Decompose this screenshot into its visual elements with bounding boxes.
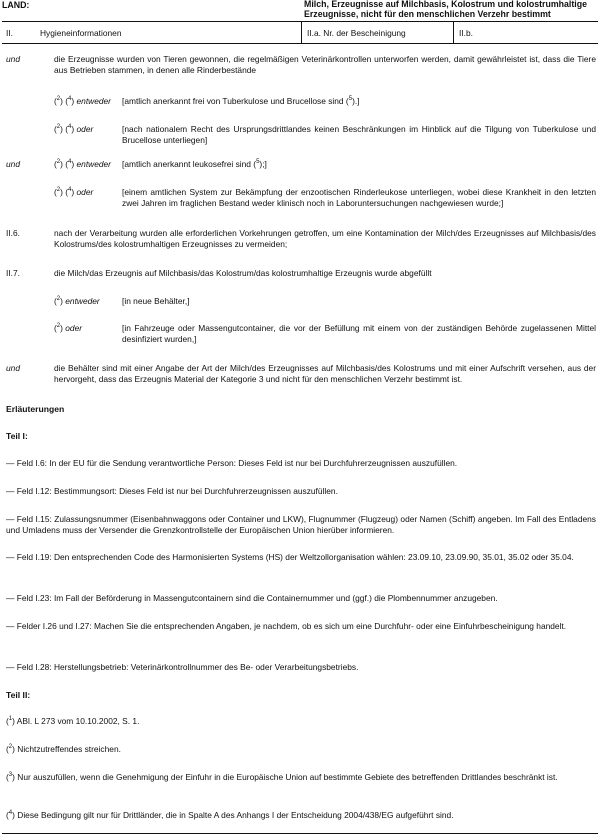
option-marker: ($^2$) ($^4$) oder (54, 124, 94, 134)
clause-label: und (6, 54, 20, 64)
certificate-title: Milch, Erzeugnisse auf Milchbasis, Kolostrum und kolostrumhaltige Erzeugnisse, nicht für den menschlichen Verzehr bestimmt (304, 0, 588, 19)
option-text: [amtlich anerkannt leukosefrei sind ($^5$);] (122, 159, 267, 169)
certificate-body (2, 42, 598, 834)
option-text: [in Fahrzeuge oder Massengutcontainer, die vor der Befüllung mit einem von der zuständigen Behörde zugelassenen Mittel desinfiziert wurden,] (122, 323, 596, 345)
option-text: [nach nationalem Recht des Ursprungsdrittlandes keinen Beschränkungen im Hinblick auf die Tilgung von Tuberkulose und Brucellose unterliegen] (122, 124, 596, 146)
option-marker: ($^2$) ($^4$) entweder (54, 159, 111, 169)
note-item: — Feld I.15: Zulassungsnummer (Eisenbahnwaggons oder Container und LKW), Flugnummer (Flugzeug) oder Namen (Schiff) angeben. Im Fall des Entladens und Umladens muss der Versender die Grenzkontrollstelle der Europäischen Union hierüber informieren. (6, 514, 596, 536)
footnote-item: ($^2$) Nichtzutreffendes streichen. (6, 744, 121, 754)
note-item: — Feld I.28: Herstellungsbetrieb: Veterinärkontrollnummer des Be- oder Verarbeitungsbetriebs. (6, 662, 359, 672)
option-marker: ($^2$) entweder (54, 296, 100, 306)
clause-text: die Erzeugnisse wurden von Tieren gewonnen, die regelmäßigen Veterinärkontrollen unterworfen werden, damit gewährleistet ist, dass die Tiere aus Betrieben stammen, in denen alle Rinderbestände (54, 54, 596, 76)
part1-heading: Teil I: (6, 431, 28, 441)
page-header (2, 0, 598, 20)
note-item: — Feld I.6: In der EU für die Sendung verantwortliche Person: Dieses Feld ist nur bei Durchfuhrerzeugnissen auszufüllen. (6, 458, 458, 468)
option-text: [einem amtlichen System zur Bekämpfung der enzootischen Rinderleukose unterliegen, wobei diese Krankheit in den letzten zwei Jahren im fraglichen Bestand weder klinisch noch in Laboruntersuchungen nachgewiesen wurde;] (122, 187, 596, 209)
option-marker: ($^2$) ($^4$) entweder (54, 96, 111, 106)
note-item: — Feld I.12: Bestimmungsort: Dieses Feld ist nur bei Durchfuhrerzeugnissen auszufüllen. (6, 486, 338, 496)
part-title: Hygieneinformationen (40, 28, 122, 38)
note-item: — Feld I.23: Im Fall der Beförderung in Massengutcontainern sind die Containernummer und (ggf.) die Plombennummer anzugeben. (6, 593, 498, 603)
clause-text: nach der Verarbeitung wurden alle erforderlichen Vorkehrungen getroffen, um eine Kontamination der Milch/des Erzeugnisses auf Milchbasis/des Kolostrums/des kolostrumhaltigen Erzeugnisses zu vermeiden; (54, 228, 596, 250)
note-item: — Felder I.26 und I.27: Machen Sie die entsprechenden Angaben, je nachdem, ob es sich um eine Durchfuhr- oder eine Einfuhrbescheinigung handelt. (6, 621, 567, 631)
option-text: [amtlich anerkannt frei von Tuberkulose und Brucellose sind ($^5$).] (122, 96, 360, 106)
option-marker: ($^2$) ($^4$) oder (54, 187, 94, 197)
notes-heading: Erläuterungen (6, 404, 65, 414)
country-label: LAND: (2, 0, 30, 10)
option-marker: ($^2$) oder (54, 323, 83, 333)
section-header-bar (2, 21, 598, 44)
clause-label: und (6, 159, 20, 169)
part2-heading: Teil II: (6, 690, 31, 700)
part-number: II. (6, 28, 13, 38)
footnote-item: ($^3$) Nur auszufüllen, wenn die Genehmigung der Einfuhr in die Europäische Union auf bestimmte Gebiete des betreffenden Drittlandes beschränkt ist. (6, 772, 558, 782)
note-item: — Feld I.19: Den entsprechenden Code des Harmonisierten Systems (HS) der Weltzollorganisation wählen: 23.09.10, 23.09.90, 35.01, 35.02 oder 35.04. (6, 552, 574, 562)
footnote-item: ($^1$) ABl. L 273 vom 10.10.2002, S. 1. (6, 716, 140, 726)
clause-label: und (6, 363, 20, 373)
column-divider (453, 22, 454, 43)
clause-label: II.6. (6, 228, 20, 238)
column-divider (301, 22, 302, 43)
certificate-ref-label: II.a. Nr. der Bescheinigung (307, 28, 406, 38)
footnote-item: ($^4$) Diese Bedingung gilt nur für Drittländer, die in Spalte A des Anhangs I der Entscheidung 2004/438/EG aufgeführt sind. (6, 810, 454, 820)
clause-text: die Milch/das Erzeugnis auf Milchbasis/das Kolostrum/das kolostrumhaltige Erzeugnis wurde abgefüllt (54, 268, 432, 278)
iib-label: II.b. (459, 28, 473, 38)
clause-label: II.7. (6, 268, 20, 278)
option-text: [in neue Behälter,] (122, 296, 190, 306)
clause-text: die Behälter sind mit einer Angabe der Art der Milch/des Erzeugnisses auf Milchbasis/des Kolostrums und mit einer Aufschrift versehen, aus der hervorgeht, dass das Erzeugnis Material der Kategorie 3 und nicht für den menschlichen Verzehr bestimmt ist. (54, 363, 596, 385)
